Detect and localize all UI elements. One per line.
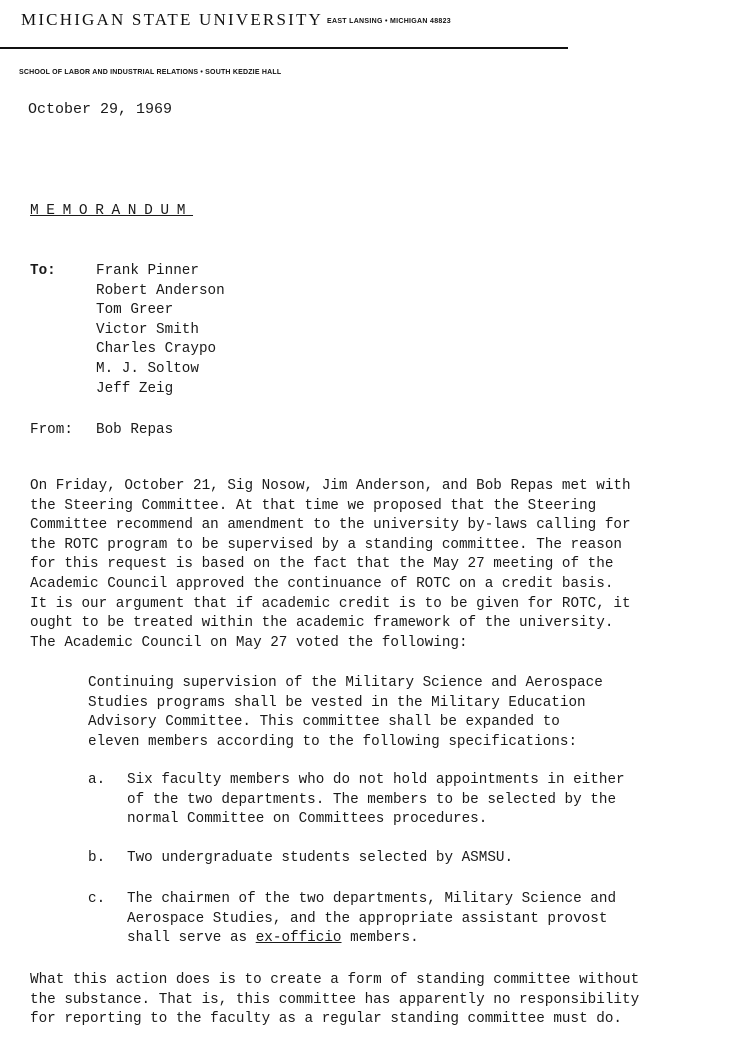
item-c-letter: c.	[88, 891, 106, 907]
from-label: From:	[30, 422, 73, 438]
school-line: SCHOOL OF LABOR AND INDUSTRIAL RELATIONS • SOUTH KEDZIE HALL	[19, 69, 282, 76]
recipient: Charles Craypo	[96, 341, 217, 358]
recipient: Jeff Zeig	[96, 380, 174, 397]
item-line: Two undergraduate students selected by ASMSU.	[127, 850, 514, 866]
closing-paragraph	[30, 971, 639, 1030]
quote-line: eleven members according to the following specifications:	[88, 733, 578, 750]
item-line: Aerospace Studies, and the appropriate assistant provost	[127, 910, 608, 927]
ex-officio-term: ex-officio	[255, 930, 342, 947]
recipient: Frank Pinner	[96, 263, 199, 279]
recipient: Tom Greer	[96, 302, 174, 319]
item-c-text	[127, 890, 616, 949]
recipient: M. J. Soltow	[96, 360, 199, 377]
body-line: Committee recommend an amendment to the university by-laws calling for	[30, 517, 631, 534]
body-line: ought to be treated within the academic framework of the university.	[30, 615, 614, 632]
item-b-letter: b.	[88, 850, 106, 866]
item-a-letter: a.	[88, 772, 106, 788]
item-line: The chairmen of the two departments, Military Science and	[127, 891, 617, 907]
letterhead-rule	[0, 47, 568, 49]
university-title: MICHIGAN STATE UNIVERSITY	[21, 10, 324, 29]
quote-line: Studies programs shall be vested in the Military Education	[88, 694, 586, 711]
body-line: It is our argument that if academic credit is to be given for ROTC, it	[30, 595, 631, 612]
university-address: EAST LANSING • MICHIGAN 48823	[327, 18, 451, 25]
closing-line: for reporting to the faculty as a regular standing committee must do.	[30, 1011, 622, 1028]
item-a-text	[127, 771, 625, 830]
item-b-text	[127, 849, 513, 869]
body-line: the Steering Committee. At that time we proposed that the Steering	[30, 497, 597, 514]
to-label: To:	[30, 263, 56, 279]
recipient: Victor Smith	[96, 321, 199, 338]
closing-line: What this action does is to create a form of standing committee without	[30, 972, 640, 988]
body-line: On Friday, October 21, Sig Nosow, Jim Anderson, and Bob Repas met with	[30, 478, 631, 494]
item-line: Six faculty members who do not hold appointments in either	[127, 772, 625, 788]
body-line: the ROTC program to be supervised by a standing committee. The reason	[30, 536, 622, 553]
body-line: for this request is based on the fact that the May 27 meeting of the	[30, 556, 614, 573]
item-line-suffix: members.	[341, 930, 419, 947]
quote-line: Continuing supervision of the Military Science and Aerospace	[88, 675, 603, 691]
memo-title: MEMORANDUM	[30, 203, 194, 219]
body-line: The Academic Council on May 27 voted the following:	[30, 634, 468, 651]
university-name	[21, 10, 451, 30]
recipient: Robert Anderson	[96, 282, 225, 299]
body-line: Academic Council approved the continuance of ROTC on a credit basis.	[30, 575, 614, 592]
quoted-resolution	[88, 674, 603, 752]
body-paragraph	[30, 477, 745, 653]
from-name: Bob Repas	[96, 422, 174, 438]
item-line-prefix: shall serve as	[127, 930, 256, 947]
item-line: normal Committee on Committees procedures.	[127, 811, 488, 828]
quote-line: Advisory Committee. This committee shall be expanded to	[88, 714, 560, 731]
item-line	[127, 929, 616, 949]
recipient-list	[96, 262, 225, 399]
closing-line: the substance. That is, this committee has apparently no responsibility	[30, 991, 640, 1008]
item-line: of the two departments. The members to be selected by the	[127, 791, 617, 808]
memo-date: October 29, 1969	[28, 101, 173, 118]
